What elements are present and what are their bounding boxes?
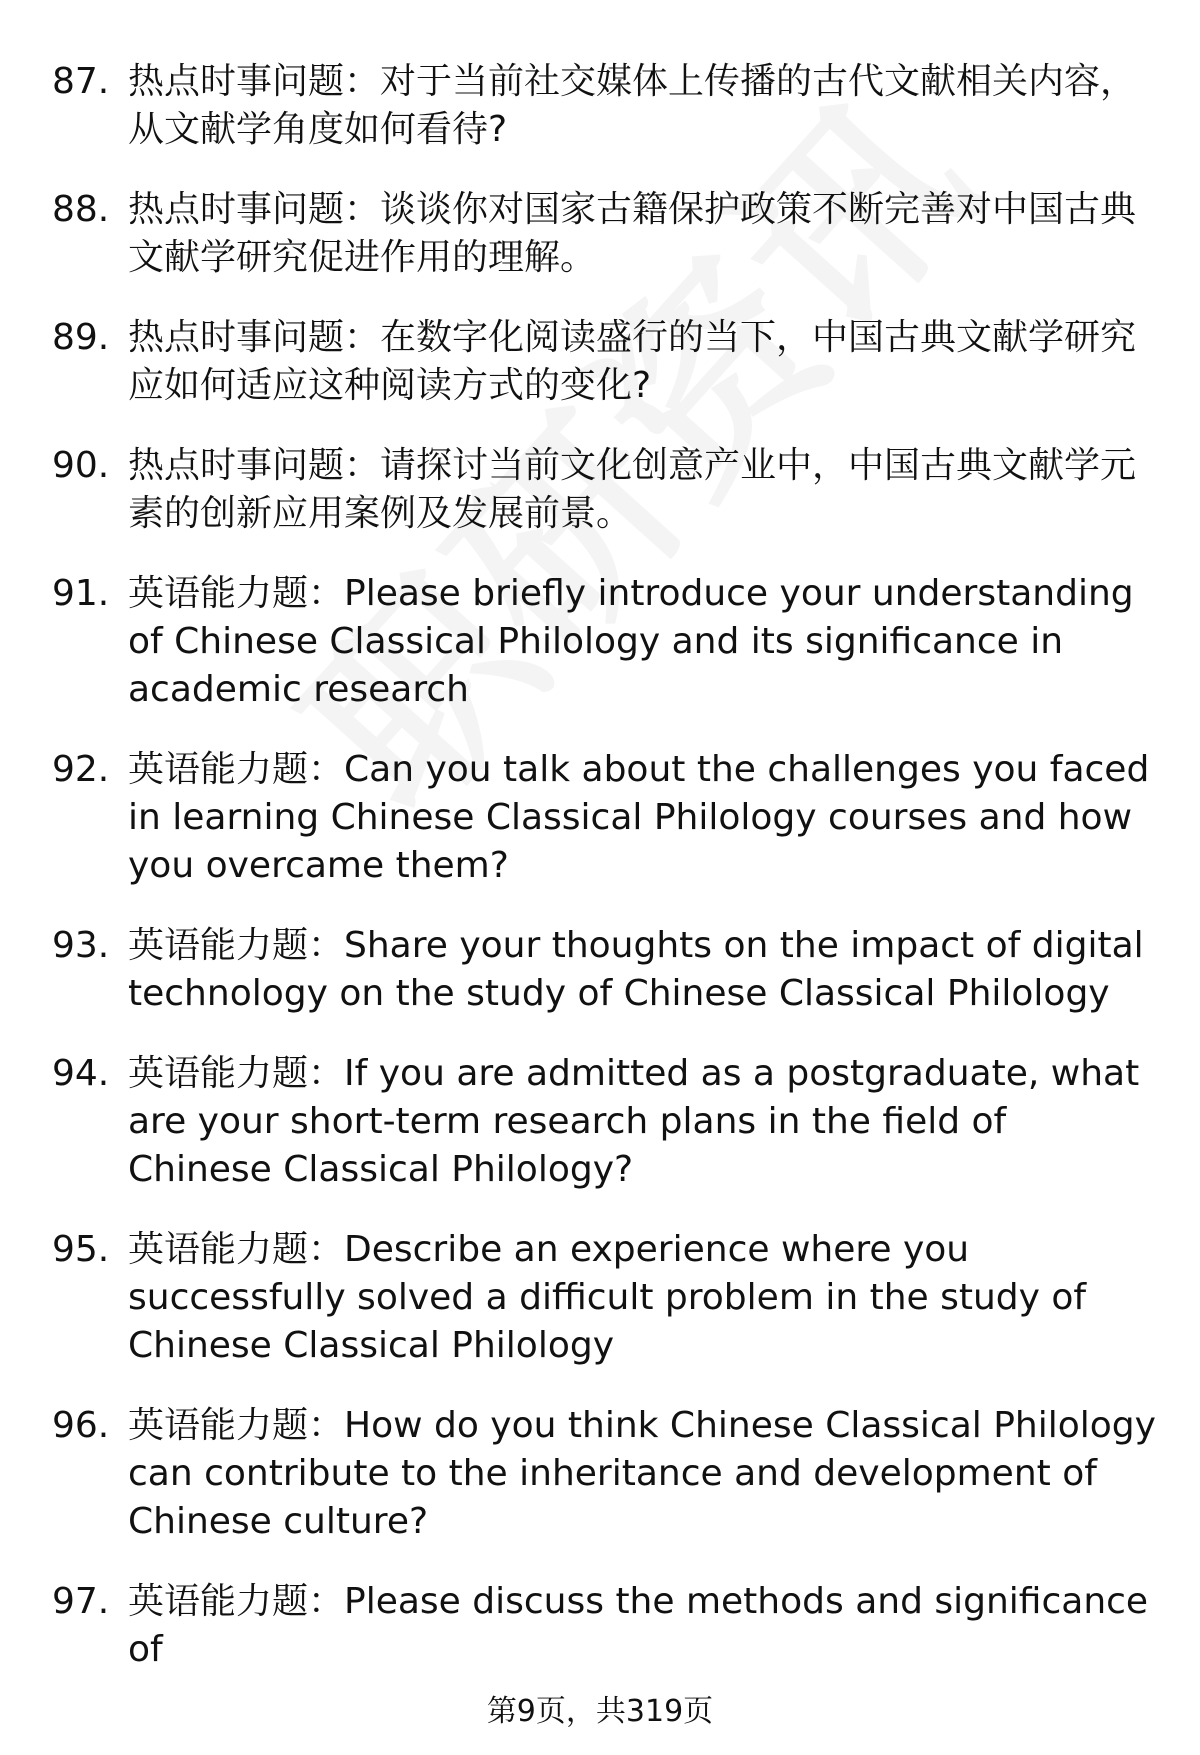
page-footer: 第9页，共319页 bbox=[486, 1694, 714, 1729]
item-number: 89. bbox=[52, 317, 110, 358]
item-number: 93. bbox=[52, 925, 110, 966]
item-text: 热点时事问题：在数字化阅读盛行的当下，中国古典文献学研究应如何适应这种阅读方式的变化? bbox=[128, 317, 1137, 406]
list-item bbox=[0, 1402, 1200, 1546]
item-number: 87. bbox=[52, 61, 110, 102]
item-text: 英语能力题：Can you talk about the challenges you faced in learning Chinese Classical Philology courses and how you overcame them? bbox=[128, 749, 1150, 886]
list-item bbox=[0, 442, 1200, 538]
item-text: 英语能力题：Please discuss the methods and significance of bbox=[128, 1581, 1149, 1670]
item-number: 92. bbox=[52, 749, 110, 790]
item-number: 88. bbox=[52, 189, 110, 230]
item-text: 热点时事问题：请探讨当前文化创意产业中，中国古典文献学元素的创新应用案例及发展前景。 bbox=[128, 445, 1137, 534]
list-item bbox=[0, 570, 1200, 714]
item-number: 91. bbox=[52, 573, 110, 614]
list-item bbox=[0, 922, 1200, 1018]
item-number: 94. bbox=[52, 1053, 110, 1094]
list-item bbox=[0, 58, 1200, 154]
item-number: 95. bbox=[52, 1229, 110, 1270]
item-text: 热点时事问题：对于当前社交媒体上传播的古代文献相关内容，从文献学角度如何看待? bbox=[128, 61, 1137, 150]
item-text: 英语能力题：Describe an experience where you successfully solved a difficult problem in the study of Chinese Classical Philology bbox=[128, 1229, 1087, 1366]
item-number: 97. bbox=[52, 1581, 110, 1622]
item-text: 热点时事问题：谈谈你对国家古籍保护政策不断完善对中国古典文献学研究促进作用的理解。 bbox=[128, 189, 1137, 278]
list-item bbox=[0, 314, 1200, 410]
list-item bbox=[0, 1050, 1200, 1194]
question-list bbox=[0, 58, 1200, 1706]
item-text: 英语能力题：Please briefly introduce your understanding of Chinese Classical Philology and its significance in academic research bbox=[128, 573, 1134, 710]
list-item bbox=[0, 746, 1200, 890]
list-item bbox=[0, 186, 1200, 282]
list-item bbox=[0, 1578, 1200, 1674]
item-number: 90. bbox=[52, 445, 110, 486]
item-text: 英语能力题：Share your thoughts on the impact of digital technology on the study of Chinese Classical Philology bbox=[128, 925, 1144, 1014]
item-number: 96. bbox=[52, 1405, 110, 1446]
list-item bbox=[0, 1226, 1200, 1370]
item-text: 英语能力题：How do you think Chinese Classical Philology can contribute to the inheritance and development of Chinese culture? bbox=[128, 1405, 1156, 1542]
item-text: 英语能力题：If you are admitted as a postgraduate, what are your short-term research plans in the field of Chinese Classical Philology? bbox=[128, 1053, 1140, 1190]
